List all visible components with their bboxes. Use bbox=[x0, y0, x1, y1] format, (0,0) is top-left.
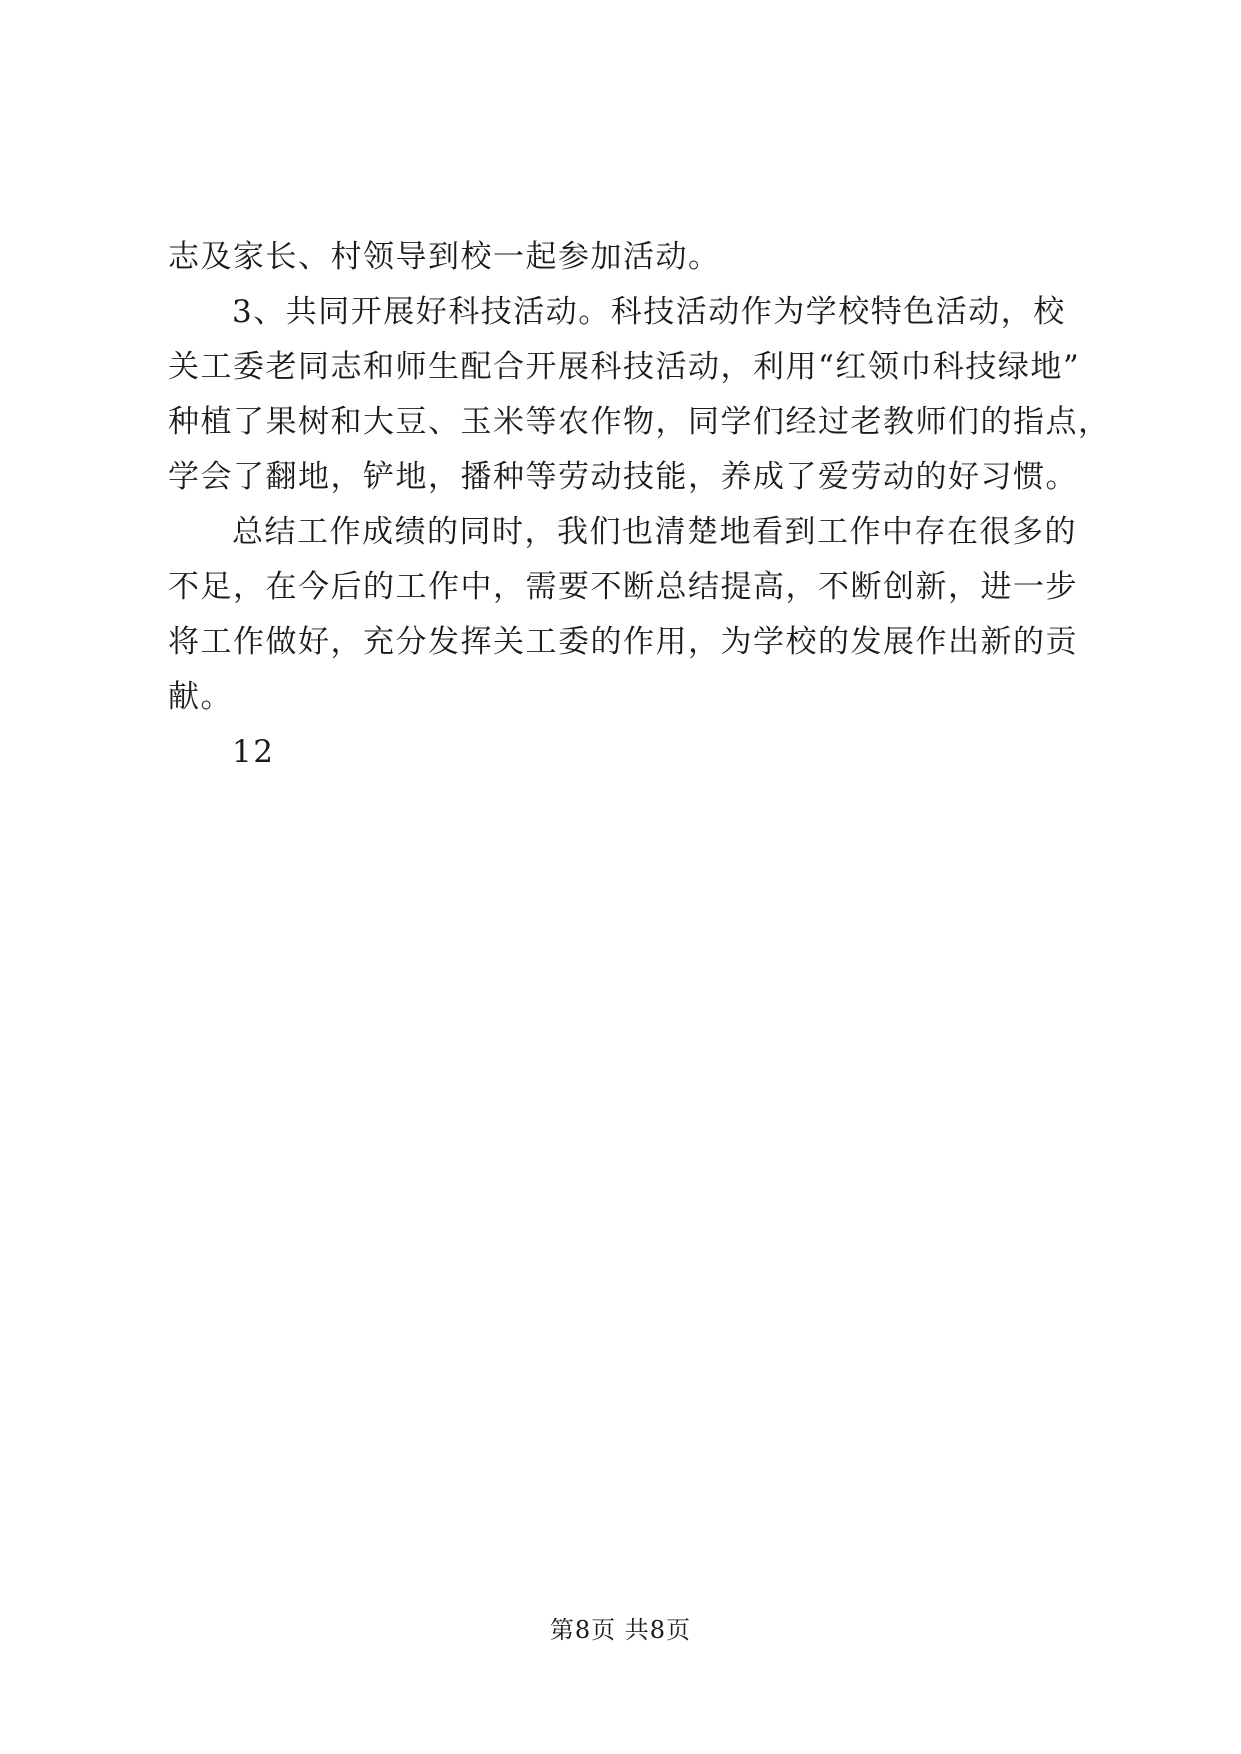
text-line: 将工作做好，充分发挥关工委的作用，为学校的发展作出新的贡 bbox=[168, 624, 1078, 660]
text-line: 种植了果树和大豆、玉米等农作物，同学们经过老教师们的指点， bbox=[168, 404, 1111, 440]
text-line: 不足，在今后的工作中，需要不断总结提高，不断创新，进一步 bbox=[168, 569, 1078, 605]
text-line: 12 bbox=[232, 734, 275, 770]
text-line: 学会了翻地，铲地，播种等劳动技能，养成了爱劳动的好习惯。 bbox=[168, 459, 1078, 495]
text-line: 志及家长、村领导到校一起参加活动。 bbox=[168, 239, 721, 275]
text-line: 关工委老同志和师生配合开展科技活动，利用“红领巾科技绿地” bbox=[168, 349, 1081, 385]
page-number-footer: 第8页 共8页 bbox=[549, 1616, 692, 1644]
text-line: 献。 bbox=[168, 679, 233, 715]
text-line: 3、共同开展好科技活动。科技活动作为学校特色活动，校 bbox=[232, 294, 1066, 330]
text-line: 总结工作成绩的同时，我们也清楚地看到工作中存在很多的 bbox=[232, 514, 1077, 550]
document-body bbox=[168, 230, 1111, 780]
